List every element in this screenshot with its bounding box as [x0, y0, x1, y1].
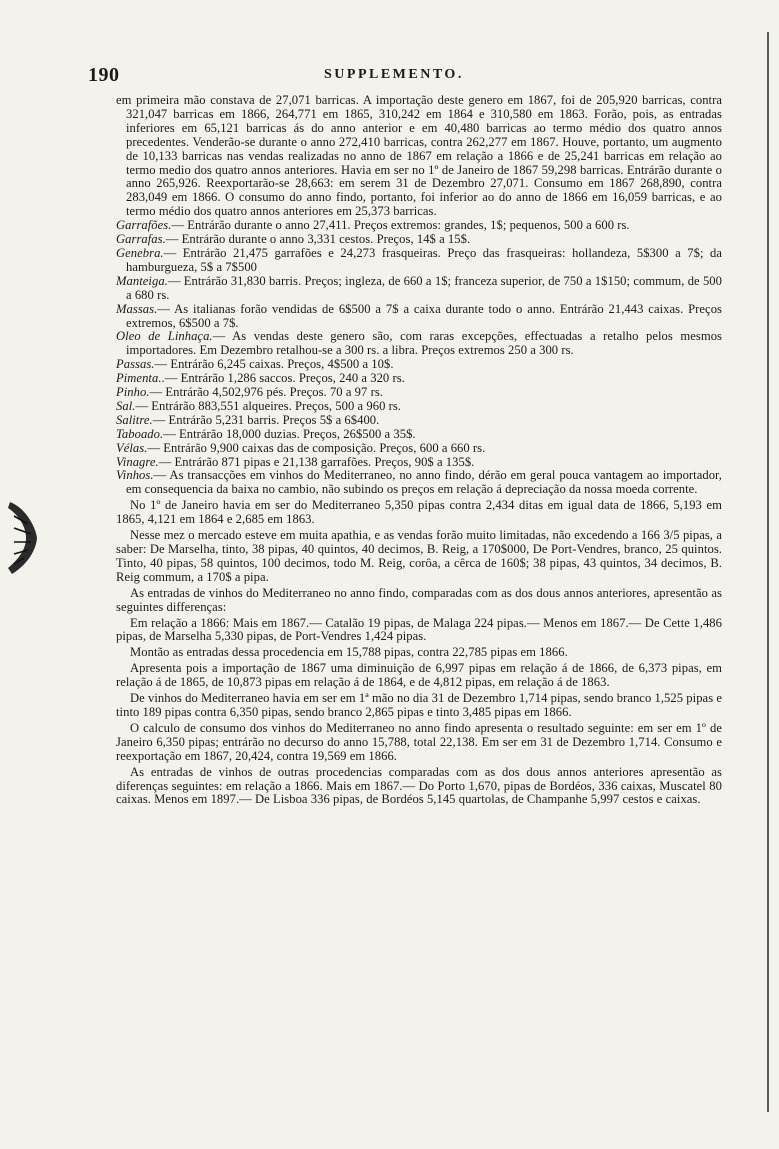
entry-term: Massas. — [116, 301, 158, 316]
paragraph — [116, 247, 722, 275]
paragraph — [116, 766, 722, 808]
paragraph-text: Apresenta pois a importação de 1867 uma diminuição de 6,997 pipas em relação á de 1866, de 6,373 pipas, em relação á de 1865, de 10,873 pipas em relação á de 1864, e de 4,812 pipas, em relação á de 1863. — [116, 661, 722, 690]
entry-term: Passas. — [116, 357, 155, 372]
paragraph — [116, 219, 722, 233]
paragraph — [116, 499, 722, 527]
paragraph-text: — Entrárão durante o anno 27,411. Preços extremos: grandes, 1$; pequenos, 500 a 600 rs. — [171, 218, 630, 233]
paragraph-text: — Entrárão 18,000 duzias. Preços, 26$500 a 35$. — [163, 426, 416, 441]
paragraph — [116, 692, 722, 720]
entry-term: Oleo de Linhaça. — [116, 329, 213, 344]
paragraph — [116, 386, 722, 400]
paragraph-text: As entradas de vinhos de outras procedencias comparadas com as dos dous annos anteriores apresentão as diferenças seguintes: em relação a 1866. Mais em 1867.— Do Porto 1,670, pipas de Bordéos, 336 caixas, Muscatel 80 caixas. Menos em 1897.— De Lisboa 336 pipas, de Bordéos 5,145 quartolas, de Champanhe 5,997 cestos e caixas. — [116, 764, 722, 807]
page-edge-rule — [767, 32, 769, 1112]
entry-term: Manteiga. — [116, 273, 168, 288]
paragraph-text: em primeira mão constava de 27,071 barricas. A importação deste genero em 1867, foi de 205,920 barricas, contra 321,047 barricas em 1866, 264,771 em 1865, 310,242 em 1864 e 310,580 em 1863. Forão, pois, as entradas inferiores em 65,121 barricas ás do anno anterior e em 40,480 barricas ao termo médio dos quatro annos precedentes. Venderão-se durante o anno 272,410 barricas, contra 262,277 em 1867. Houve, portanto, um augmento de 10,133 barricas nas vendas realizadas no anno de 1867 em relação a 1866 e de 25,241 barricas em relação ao termo medio dos quatro annos anteriores. Havia em ser no 1º de Janeiro de 1867 59,298 barricas. Entrárão durante o anno 265,926. Reexportarão-se 28,663: em serem 31 de Dezembro 27,071. Consumo em 1867 268,890, contra 283,049 em 1866. O consumo do anno findo, portanto, foi inferior ao do anno de 1866 em 16,059 barricas, e ao termo médio dos quatro annos anteriores em 25,373 barricas. — [116, 93, 722, 219]
paragraph — [116, 442, 722, 456]
paragraph-text: — Entrárão 9,900 caixas das de composição. Preços, 600 a 660 rs. — [147, 440, 486, 455]
paragraph — [116, 456, 722, 470]
paragraph — [116, 662, 722, 690]
paragraph-text: .— Entrárão 1,286 saccos. Preços, 240 a 320 rs. — [161, 371, 405, 386]
paragraph-text: — As vendas deste genero são, com raras excepções, effectuadas a retalho pelos mesmos importadores. Em Dezembro retalhou-se a 300 rs. a libra. Preços extremos 250 a 300 rs. — [126, 329, 722, 358]
entry-term: Garrafões. — [116, 218, 172, 233]
paragraph — [116, 372, 722, 386]
paragraph-text: — As italianas forão vendidas de 6$500 a 7$ a caixa durante todo o anno. Entrárão 21,443 caixas. Preços extremos, 6$500 a 7$. — [126, 301, 722, 330]
paragraph — [116, 358, 722, 372]
paragraph-text: De vinhos do Mediterraneo havia em ser em 1ª mão no dia 31 de Dezembro 1,714 pipas, sendo branco 1,525 pipas e tinto 189 pipas contra 6,350 pipas, sendo branco 2,865 pipas e tinto 3,485 pipas em 1866. — [116, 691, 722, 719]
paragraph-text: — Entrárão 21,475 garrafões e 24,273 frasqueiras. Preço das frasqueiras: hollandeza, 5$300 a 7$; da hamburgueza, 5$ a 7$500 — [126, 245, 722, 274]
entry-term: Salitre. — [116, 412, 153, 427]
paragraph — [116, 330, 722, 358]
paragraph-text: — Entrárão 31,830 barris. Preços; ingleza, de 660 a 1$; franceza superior, de 750 a 1$150; commum, de 500 a 680 rs. — [126, 273, 722, 302]
entry-term: Vinhos. — [116, 468, 154, 483]
paragraph — [116, 414, 722, 428]
paragraph — [116, 275, 722, 303]
paragraph-text: O calculo de consumo dos vinhos do Mediterraneo no anno findo apresenta o resultado seguinte: em ser em 1º de Janeiro 6,350 pipas; entrárão no decurso do anno 15,788, total 22,138. Em ser em 31 de Dezembro 1,714. Consumo e reexportação em 1867, 20,424, contra 19,569 em 1866. — [116, 720, 722, 763]
running-title: SUPPLEMENTO. — [324, 67, 464, 82]
paragraph-text: Nesse mez o mercado esteve em muita apathia, e as vendas forão muito limitadas, não excedendo a 166 3/5 pipas, a saber: De Marselha, tinto, 38 pipas, 40 quintos, 40 decimos, B. Reig, a 170$000, De Port-Vendres, branco, 25 quintos. Tinto, 40 pipas, 58 quintos, 100 decimos, todo M. Reig, corôa, a cêrca de 160$; 38 pipas, 43 quintos, 34 decimos, B. Reig commum, a 170$ a pipa. — [116, 528, 722, 584]
paragraph-text: — Entrárão 871 pipas e 21,138 garrafões. Preços, 90$ a 135$. — [158, 454, 475, 469]
entry-term: Pimenta. — [116, 371, 162, 386]
paragraph — [116, 722, 722, 764]
entry-term: Taboado. — [116, 426, 164, 441]
paragraph — [116, 469, 722, 497]
paragraph-text: — Entrárão 5,231 barris. Preços 5$ a 6$400. — [152, 412, 380, 427]
paragraph — [116, 94, 722, 219]
paragraph-text: As entradas de vinhos do Mediterraneo no anno findo, comparadas com as dos dous annos anteriores, apresentão as seguintes differenças: — [116, 585, 722, 614]
entry-term: Vinagre. — [116, 454, 159, 469]
paragraph — [116, 529, 722, 585]
paragraph — [116, 617, 722, 645]
page-number: 190 — [88, 64, 120, 86]
page-header — [88, 64, 728, 88]
paragraph — [116, 400, 722, 414]
paragraph-text: Em relação a 1866: Mais em 1867.— Catalão 19 pipas, de Malaga 224 pipas.— Menos em 1867.— De Cette 1,486 pipas, de Marselha 5,330 pipas, de Port-Vendres 1,424 pipas. — [116, 615, 722, 644]
paragraph-text: — Entrárão 883,551 alqueires. Preços, 500 a 960 rs. — [135, 398, 402, 413]
paragraph — [116, 428, 722, 442]
paragraph-text: — Entrárão 4,502,976 pés. Preços. 70 a 97 rs. — [149, 385, 383, 400]
paragraph-text: Montão as entradas dessa procedencia em 15,788 pipas, contra 22,785 pipas em 1866. — [130, 645, 568, 660]
entry-term: Pinho. — [116, 385, 150, 400]
paragraph — [116, 233, 722, 247]
paragraph — [116, 303, 722, 331]
paragraph-text: — Entrárão durante o anno 3,331 cestos. Preços, 14$ a 15$. — [165, 232, 471, 247]
paragraph-text: — As transacções em vinhos do Mediterraneo, no anno findo, dérão em geral pouca vantagem ao importador, em consequencia da baixa no cambio, não subindo os preços em relação á depreciação da nossa moeda corrente. — [126, 468, 722, 497]
paragraph — [116, 587, 722, 615]
entry-term: Sal. — [116, 398, 136, 413]
entry-term: Vélas. — [116, 440, 148, 455]
binding-shadow-mark — [6, 498, 40, 578]
paragraph — [116, 646, 722, 660]
entry-term: Garrafas. — [116, 232, 166, 247]
paragraph-text: — Entrárão 6,245 caixas. Preços, 4$500 a 10$. — [154, 357, 394, 372]
body-text — [116, 94, 722, 807]
paragraph-text: No 1º de Janeiro havia em ser do Mediterraneo 5,350 pipas contra 2,434 ditas em igual data de 1866, 5,193 em 1865, 4,121 em 1864 e 2,685 em 1863. — [116, 498, 722, 527]
entry-term: Genebra. — [116, 245, 164, 260]
